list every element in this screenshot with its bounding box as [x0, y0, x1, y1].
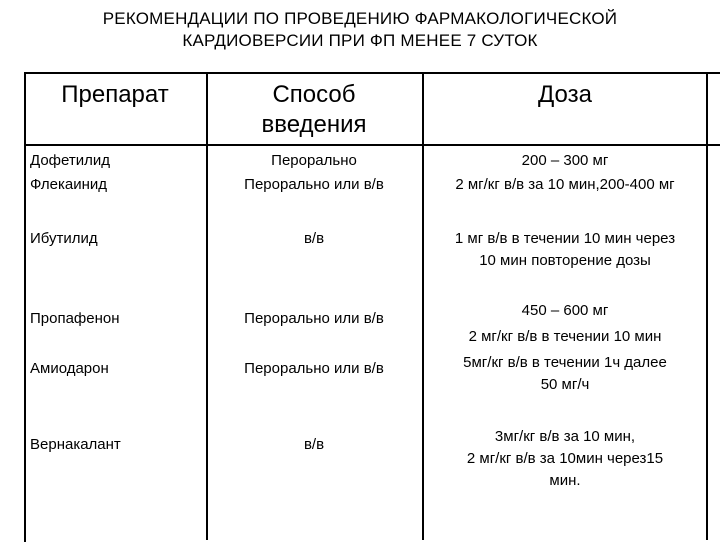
- row-flecainide-route: Перорально или в/в: [244, 176, 384, 193]
- row-amiodarone-dose: [424, 352, 706, 396]
- header-route: [208, 80, 420, 140]
- header-route-line-2: введения: [261, 111, 367, 138]
- title-line-1: РЕКОМЕНДАЦИИ ПО ПРОВЕДЕНИЮ ФАРМАКОЛОГИЧЕСКОЙ: [102, 9, 618, 28]
- row-vernakalant-dose: [424, 426, 706, 492]
- row-dofetilide-route: Перорально: [271, 152, 357, 169]
- row-vernakalant-dose-line-3: мин.: [549, 472, 581, 489]
- row-vernakalant-drug: Вернакалант: [30, 436, 121, 453]
- row-ibutilide-route: в/в: [303, 230, 325, 247]
- row-dofetilide-dose: 200 – 300 мг: [521, 152, 609, 169]
- header-divider: [24, 144, 720, 146]
- header-route-line-1: Способ: [272, 81, 356, 108]
- header-dose: Доза: [538, 81, 592, 108]
- row-amiodarone-route: Перорально или в/в: [244, 360, 384, 377]
- row-propafenone-dose: [424, 300, 706, 348]
- row-propafenone-drug: Пропафенон: [30, 310, 120, 327]
- page-title: [0, 8, 720, 52]
- title-line-2: КАРДИОВЕРСИИ ПРИ ФП МЕНЕЕ 7 СУТОК: [182, 31, 538, 50]
- row-ibutilide-dose-line-1: 1 мг в/в в течении 10 мин через: [454, 230, 676, 247]
- row-vernakalant-route: в/в: [303, 436, 325, 453]
- row-propafenone-dose-line-1: 450 – 600 мг: [521, 302, 609, 319]
- row-ibutilide-drug: Ибутилид: [30, 230, 98, 247]
- row-vernakalant-dose-line-2: 2 мг/кг в/в за 10мин через15: [466, 450, 664, 467]
- header-drug: Препарат: [61, 81, 169, 108]
- row-propafenone-route: Перорально или в/в: [244, 310, 384, 327]
- column-divider-3: [706, 72, 708, 540]
- row-ibutilide-dose: [424, 228, 706, 272]
- column-divider-1: [206, 72, 208, 540]
- row-amiodarone-drug: Амиодарон: [30, 360, 109, 377]
- row-vernakalant-dose-line-1: 3мг/кг в/в за 10 мин,: [494, 428, 636, 445]
- row-propafenone-dose-line-2: 2 мг/кг в/в в течении 10 мин: [468, 328, 662, 345]
- row-amiodarone-dose-line-1: 5мг/кг в/в в течении 1ч далее: [463, 354, 667, 371]
- row-flecainide-dose: 2 мг/кг в/в за 10 мин,200-400 мг: [455, 176, 675, 193]
- row-flecainide-drug: Флекаинид: [30, 176, 108, 193]
- row-dofetilide-drug: Дофетилид: [30, 152, 110, 169]
- row-amiodarone-dose-line-2: 50 мг/ч: [540, 376, 590, 393]
- row-ibutilide-dose-line-2: 10 мин повторение дозы: [479, 252, 651, 269]
